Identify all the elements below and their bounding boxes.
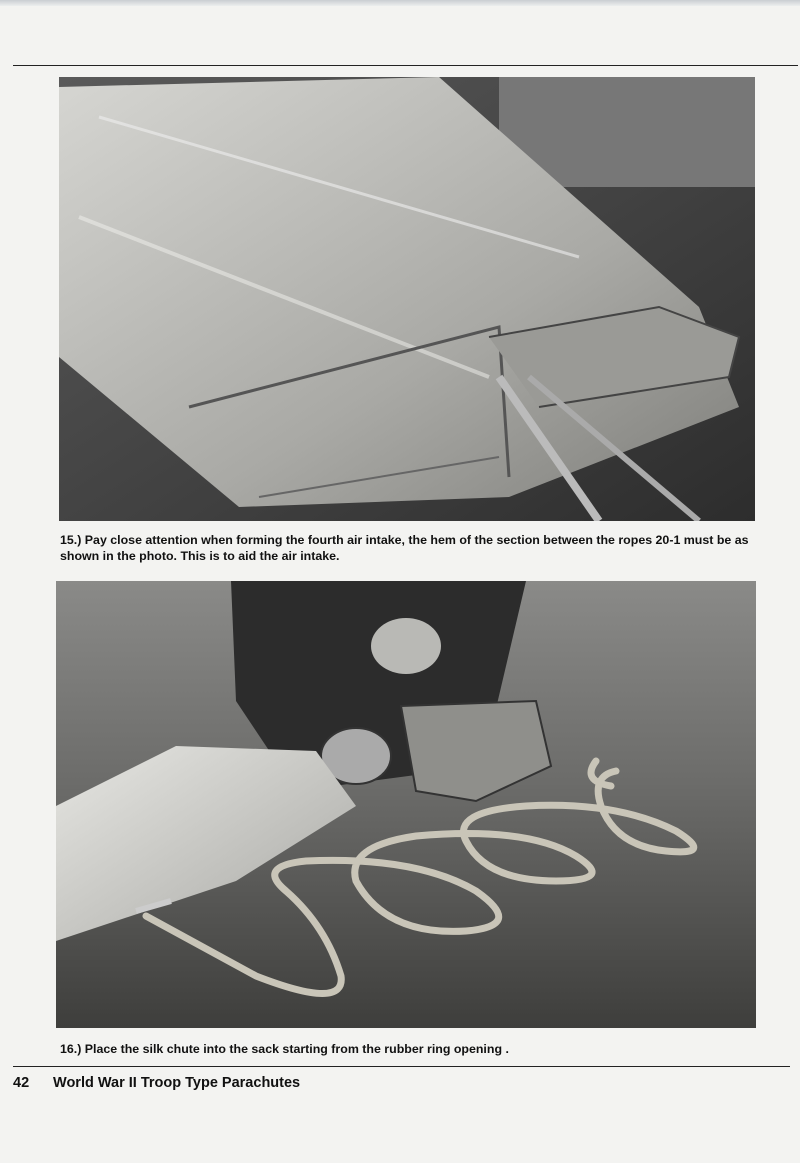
book-title: World War II Troop Type Parachutes [53,1075,301,1091]
photo-16-caption: 16.) Place the silk chute into the sack starting from the rubber ring opening . [60,1042,509,1056]
photo-chute-and-sack [56,581,756,1028]
bottom-rule [13,1066,790,1067]
photo-15-caption: 15.) Pay close attention when forming the fourth air intake, the hem of the section between the ropes 20-1 must be as shown in the photo. This is to aid the air intake. [60,533,749,563]
photo-folded-canopy [59,77,755,521]
page-footer [13,1075,300,1091]
folded-canopy-illustration [59,77,755,521]
top-rule [13,65,798,66]
chute-sack-illustration [56,581,756,1028]
page-number: 42 [13,1075,30,1091]
scan-edge [0,0,800,6]
